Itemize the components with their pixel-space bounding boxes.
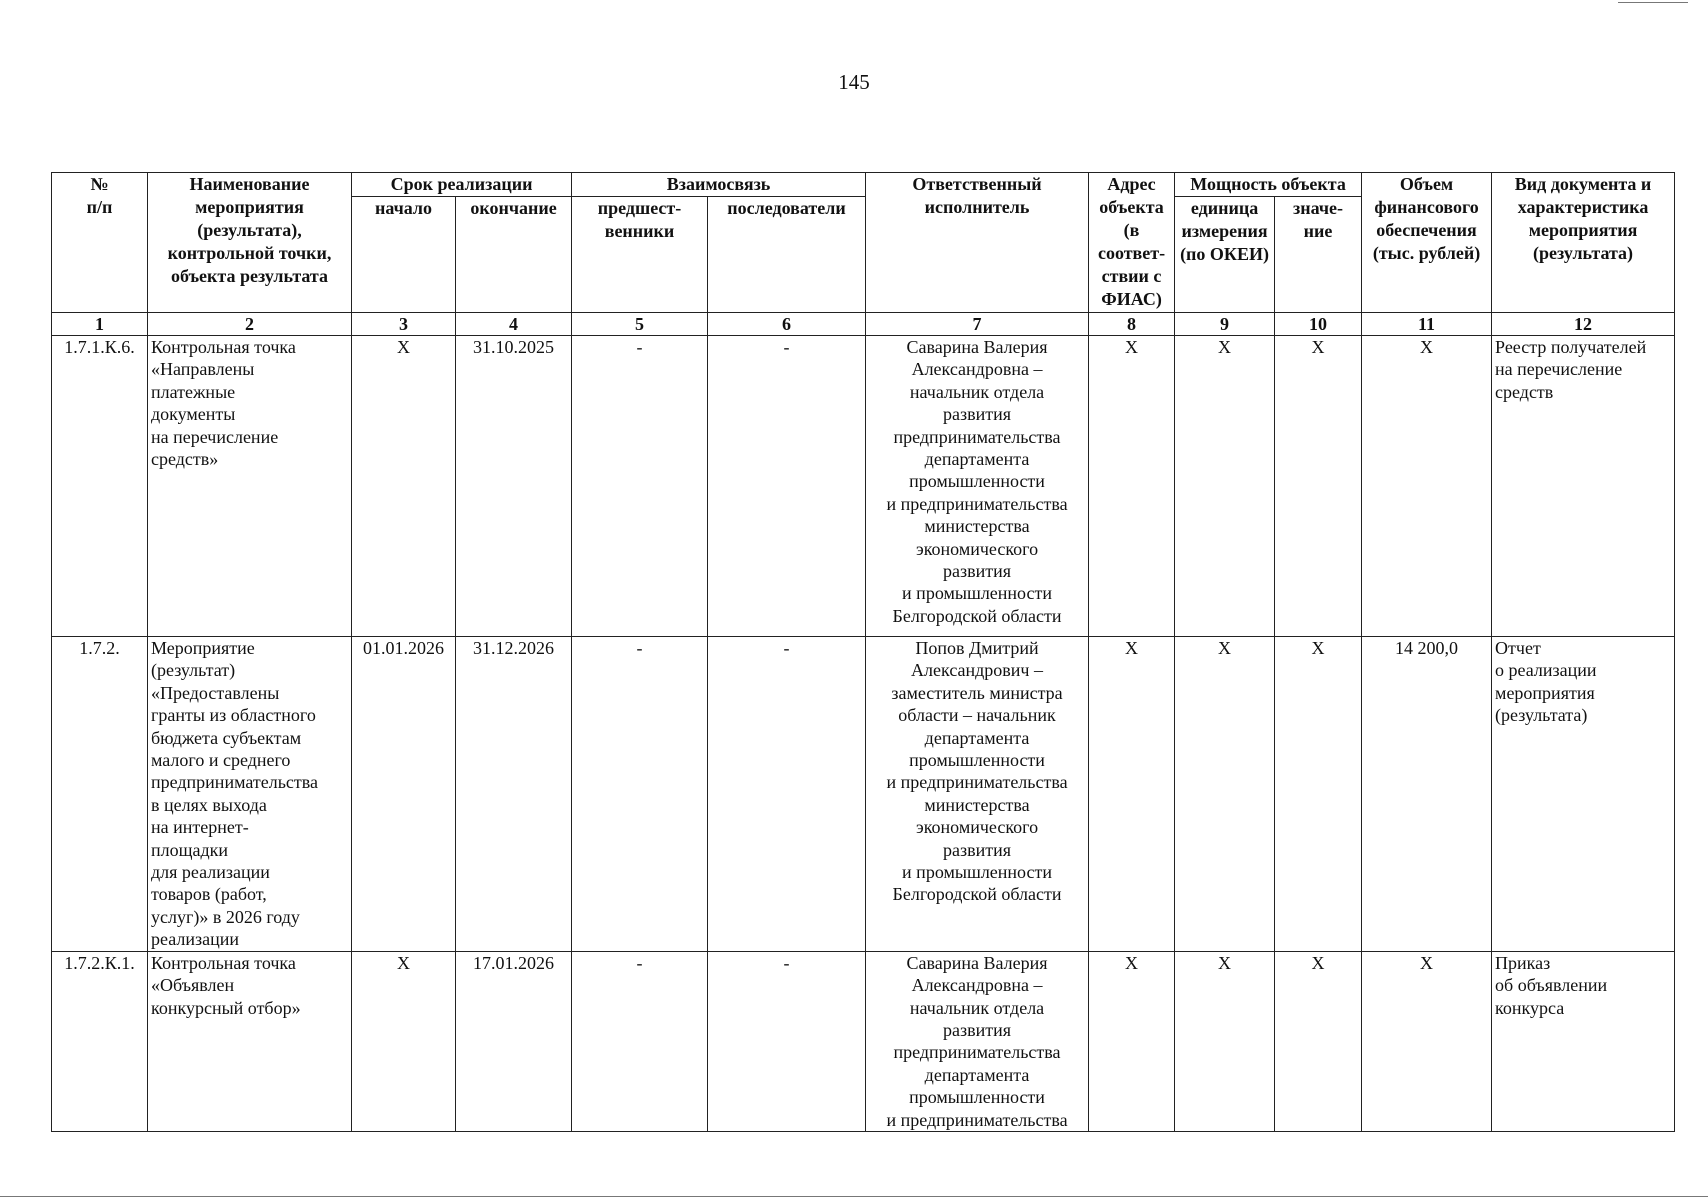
row-responsible: Саварина Валерия Александровна – начальник отдела развития предпринимательства департамента промышленности и предпринимательства министерства экономического развития и промышленности Белгородской области [866,336,1089,637]
row-address: X [1089,336,1175,637]
header-name: Наименование мероприятия (результата), контрольной точки, объекта результата [148,173,352,313]
row-responsible: Саварина Валерия Александровна – начальник отдела развития предпринимательства департамента промышленности и предпринимательства [866,951,1089,1131]
row-address: X [1089,637,1175,952]
table-row [52,336,1675,637]
header-successors: последователи [708,197,866,313]
column-number: 10 [1275,313,1362,336]
row-num: 1.7.2. [52,637,148,952]
column-number: 12 [1492,313,1675,336]
row-num: 1.7.2.К.1. [52,951,148,1131]
row-end: 31.12.2026 [456,637,572,952]
row-unit: X [1175,336,1275,637]
header-predecessors: предшест- венники [572,197,708,313]
column-number: 11 [1362,313,1492,336]
column-number: 8 [1089,313,1175,336]
row-successors: - [708,336,866,637]
header-group-link: Взаимосвязь [572,173,866,197]
row-start: 01.01.2026 [352,637,456,952]
row-name: Контрольная точка «Объявлен конкурсный отбор» [148,951,352,1131]
column-number: 2 [148,313,352,336]
header-end: окончание [456,197,572,313]
row-finance: X [1362,951,1492,1131]
header-start: начало [352,197,456,313]
header-group-srok: Срок реализации [352,173,572,197]
row-value: X [1275,336,1362,637]
row-successors: - [708,951,866,1131]
column-number: 9 [1175,313,1275,336]
row-predecessors: - [572,951,708,1131]
row-value: X [1275,637,1362,952]
column-number: 1 [52,313,148,336]
row-predecessors: - [572,336,708,637]
column-number: 7 [866,313,1089,336]
top-edge-rule [1618,2,1688,3]
header-finance: Объем финансового обеспечения (тыс. рублей) [1362,173,1492,313]
row-name: Мероприятие (результат) «Предоставлены гранты из областного бюджета субъектам малого и среднего предпринимательства в целях выхода на интернет- площадки для реализации товаров (работ, услуг)» в 2026 году реализации [148,637,352,952]
header-value: значе- ние [1275,197,1362,313]
row-name: Контрольная точка «Направлены платежные документы на перечисление средств» [148,336,352,637]
row-predecessors: - [572,637,708,952]
row-start: X [352,951,456,1131]
column-number: 4 [456,313,572,336]
row-unit: X [1175,951,1275,1131]
row-num: 1.7.1.К.6. [52,336,148,637]
header-responsible: Ответственный исполнитель [866,173,1089,313]
header-group-power: Мощность объекта [1175,173,1362,197]
row-value: X [1275,951,1362,1131]
column-number: 5 [572,313,708,336]
row-finance: 14 200,0 [1362,637,1492,952]
column-number: 3 [352,313,456,336]
page-number: 145 [838,70,870,94]
header-unit: единица измерения (по ОКЕИ) [1175,197,1275,313]
table-row [52,951,1675,1131]
header-num: № п/п [52,173,148,313]
bottom-edge-rule [0,1196,1708,1197]
row-unit: X [1175,637,1275,952]
header-address: Адрес объекта (в соответ-ствии с ФИАС) [1089,173,1175,313]
row-address: X [1089,951,1175,1131]
row-doc: Реестр получателей на перечисление средств [1492,336,1675,637]
row-finance: X [1362,336,1492,637]
header-doc-type: Вид документа и характеристика мероприятия (результата) [1492,173,1675,313]
row-end: 17.01.2026 [456,951,572,1131]
row-end: 31.10.2025 [456,336,572,637]
plan-table [51,172,1675,1132]
row-doc: Приказ об объявлении конкурса [1492,951,1675,1131]
row-doc: Отчет о реализации мероприятия (результата) [1492,637,1675,952]
row-successors: - [708,637,866,952]
row-responsible: Попов Дмитрий Александрович – заместитель министра области – начальник департамента промышленности и предпринимательства министерства экономического развития и промышленности Белгородской области [866,637,1089,952]
row-start: X [352,336,456,637]
column-numbers-row [52,313,1675,336]
column-number: 6 [708,313,866,336]
table-row [52,637,1675,952]
